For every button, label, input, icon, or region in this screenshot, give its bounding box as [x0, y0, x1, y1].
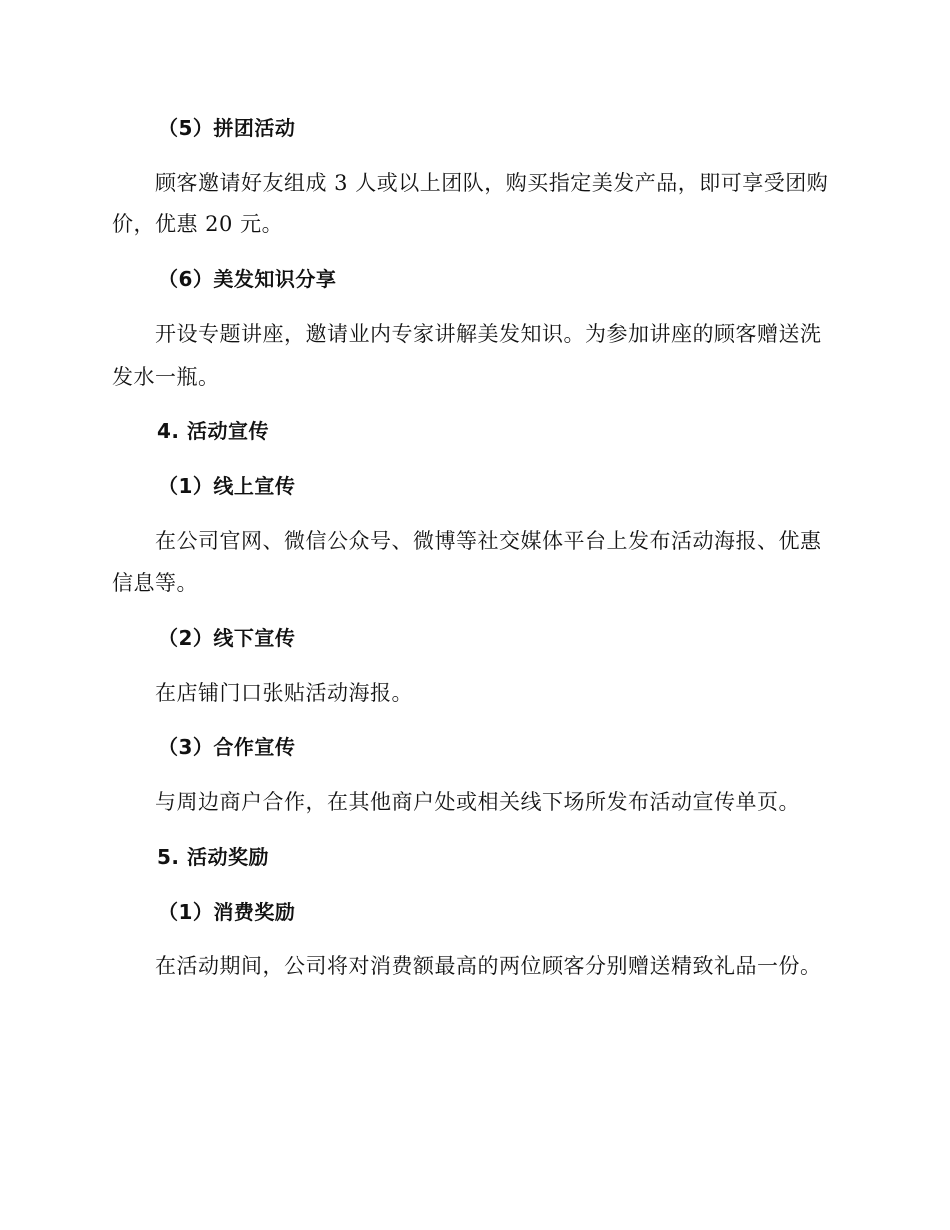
- paragraph-offline: 在店铺门口张贴活动海报。: [155, 681, 413, 705]
- paragraph-hair-knowledge-line-1: 开设专题讲座，邀请业内专家讲解美发知识。为参加讲座的顾客赠送洗: [155, 322, 822, 346]
- paragraph-hair-knowledge-line-2: 发水一瓶。: [112, 365, 220, 389]
- heading-group-buy: （5）拼团活动: [158, 116, 296, 140]
- heading-offline-promotion: （2）线下宣传: [158, 626, 296, 650]
- heading-spend-reward: （1）消费奖励: [158, 900, 296, 924]
- paragraph-group-buy-line-1: 顾客邀请好友组成 3 人或以上团队，购买指定美发产品，即可享受团购: [155, 171, 829, 195]
- paragraph-online-line-1: 在公司官网、微信公众号、微博等社交媒体平台上发布活动海报、优惠: [155, 529, 822, 553]
- heading-rewards: 5. 活动奖励: [157, 845, 269, 869]
- paragraph-spend-reward: 在活动期间，公司将对消费额最高的两位顾客分别赠送精致礼品一份。: [155, 954, 822, 978]
- heading-hair-knowledge: （6）美发知识分享: [158, 267, 337, 291]
- heading-online-promotion: （1）线上宣传: [158, 474, 296, 498]
- paragraph-partner: 与周边商户合作，在其他商户处或相关线下场所发布活动宣传单页。: [155, 790, 800, 814]
- heading-partner-promotion: （3）合作宣传: [158, 735, 296, 759]
- paragraph-online-line-2: 信息等。: [112, 571, 198, 595]
- heading-promotion: 4. 活动宣传: [157, 419, 269, 443]
- paragraph-group-buy-line-2: 价，优惠 20 元。: [112, 212, 284, 236]
